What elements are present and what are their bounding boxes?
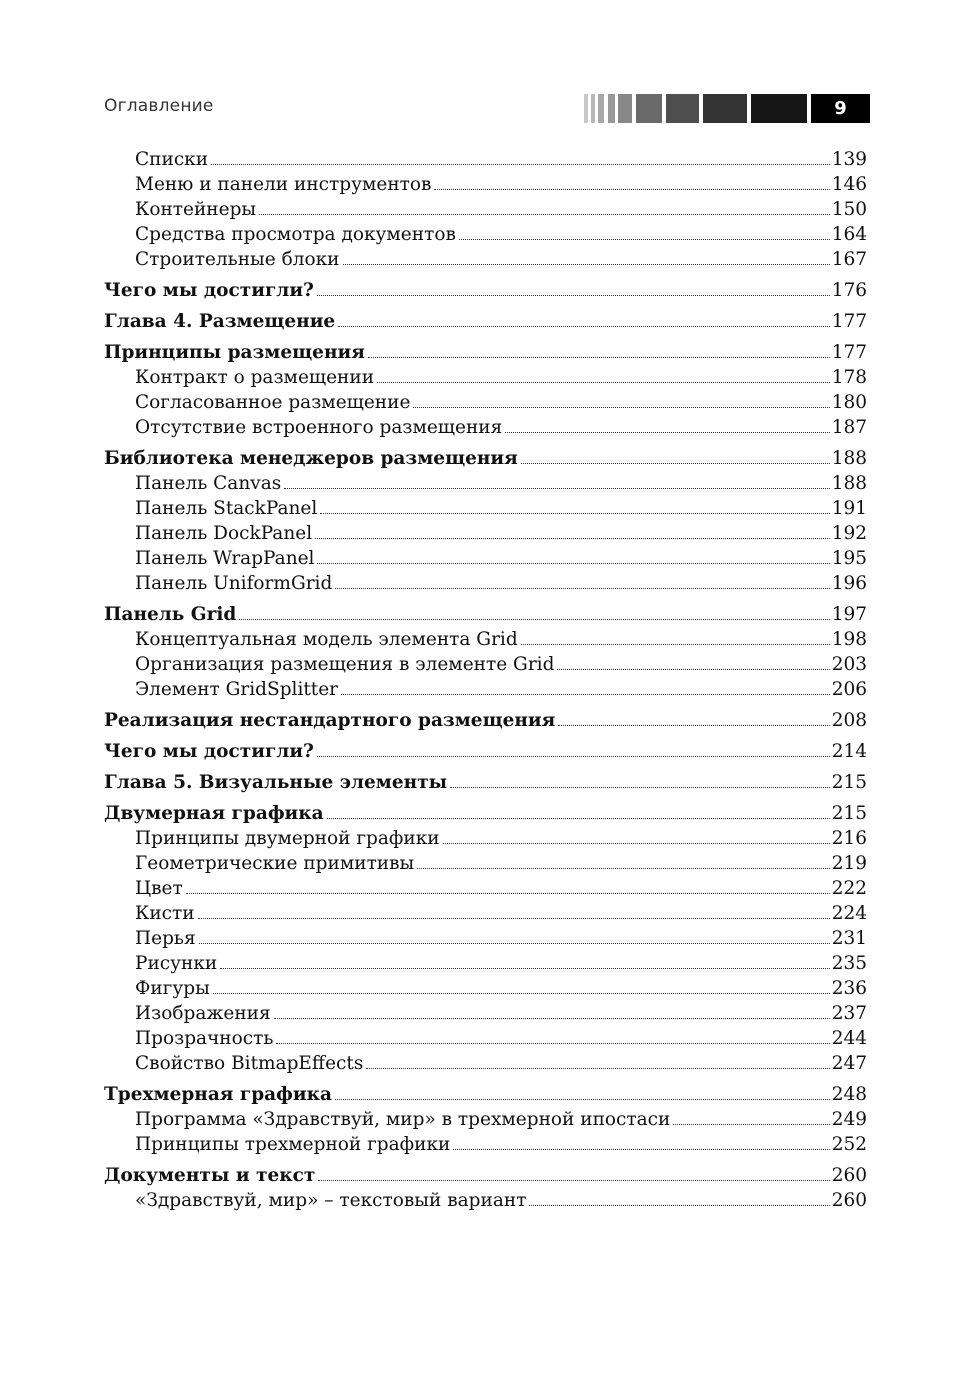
toc-entry-title: Трехмерная графика [104, 1084, 332, 1105]
toc-entry-title: Панель StackPanel [135, 498, 318, 519]
toc-entry-page: 203 [831, 654, 867, 675]
toc-section-entry [104, 602, 867, 627]
toc-entry [104, 222, 867, 247]
toc-leader-dots [366, 1068, 829, 1069]
toc-entry-title: Элемент GridSplitter [135, 679, 339, 700]
toc-entry-page: 195 [831, 548, 867, 569]
toc-entry-page: 146 [831, 174, 867, 195]
toc-entry [104, 1051, 867, 1076]
toc-leader-dots [459, 239, 830, 240]
header-bar-1 [584, 94, 588, 123]
toc-entry-title: Программа «Здравствуй, мир» в трехмерной ипостаси [135, 1109, 671, 1130]
toc-entry [104, 951, 867, 976]
toc-entry-page: 260 [831, 1190, 867, 1211]
toc-leader-dots [434, 189, 829, 190]
toc-entry-page: 177 [831, 311, 867, 332]
toc-leader-dots [186, 893, 830, 894]
toc-entry [104, 415, 867, 440]
toc-entry-title: Фигуры [135, 978, 210, 999]
toc-entry [104, 677, 867, 702]
toc-entry-title: Глава 4. Размещение [104, 311, 336, 332]
toc-entry-title: Свойство BitmapEffects [135, 1053, 364, 1074]
toc-entry-page: 180 [831, 392, 867, 413]
toc-leader-dots [417, 868, 829, 869]
toc-entry [104, 1132, 867, 1157]
toc-entry-title: Реализация нестандартного размещения [104, 710, 556, 731]
toc-entry-page: 249 [831, 1109, 867, 1130]
toc-entry [104, 1188, 867, 1213]
toc-entry-page: 187 [831, 417, 867, 438]
toc-leader-dots [198, 918, 830, 919]
toc-leader-dots [276, 1043, 829, 1044]
header-bar-2 [591, 94, 595, 123]
toc-entry-page: 215 [831, 772, 867, 793]
toc-entry-page: 224 [831, 903, 867, 924]
toc-entry [104, 571, 867, 596]
toc-entry-title: Глава 5. Визуальные элементы [104, 772, 448, 793]
toc-entry-page: 208 [831, 710, 867, 731]
toc-entry [104, 247, 867, 272]
toc-leader-dots [377, 382, 830, 383]
header-bar-6 [636, 94, 662, 123]
toc-leader-dots [213, 993, 830, 994]
toc-entry-page: 178 [831, 367, 867, 388]
toc-leader-dots [335, 588, 829, 589]
toc-entry-page: 222 [831, 878, 867, 899]
toc-entry-page: 139 [831, 149, 867, 170]
header-bar-9 [751, 94, 807, 123]
toc-entry [104, 521, 867, 546]
toc-entry-page: 192 [831, 523, 867, 544]
toc-entry-page: 231 [831, 928, 867, 949]
toc-entry-page: 215 [831, 803, 867, 824]
header-bar-7 [666, 94, 699, 123]
toc-entry [104, 471, 867, 496]
toc-leader-dots [341, 694, 830, 695]
running-header-title: Оглавление [104, 96, 214, 116]
toc-chapter-entry [104, 770, 867, 795]
toc-entry-page: 252 [831, 1134, 867, 1155]
toc-entry-page: 198 [831, 629, 867, 650]
toc-entry-title: Изображения [135, 1003, 271, 1024]
toc-entry-page: 188 [831, 448, 867, 469]
toc-entry [104, 546, 867, 571]
toc-entry-title: Рисунки [135, 953, 218, 974]
toc-leader-dots [521, 463, 830, 464]
toc-entry [104, 390, 867, 415]
toc-leader-dots [673, 1124, 829, 1125]
toc-entry-page: 176 [831, 280, 867, 301]
toc-entry-title: Геометрические примитивы [135, 853, 415, 874]
toc-entry [104, 365, 867, 390]
toc-entry [104, 1026, 867, 1051]
toc-entry [104, 197, 867, 222]
toc-leader-dots [315, 538, 830, 539]
toc-entry [104, 851, 867, 876]
toc-entry-page: 214 [831, 741, 867, 762]
toc-leader-dots [211, 164, 830, 165]
toc-leader-dots [529, 1205, 829, 1206]
toc-entry-title: Панель Grid [104, 604, 237, 625]
toc-section-entry [104, 1163, 867, 1188]
toc-leader-dots [521, 644, 830, 645]
toc-leader-dots [274, 1018, 830, 1019]
toc-entry-title: Меню и панели инструментов [135, 174, 432, 195]
toc-leader-dots [450, 787, 829, 788]
toc-entry-title: Принципы размещения [104, 342, 365, 363]
toc-section-entry [104, 278, 867, 303]
toc-entry-page: 260 [831, 1165, 867, 1186]
toc-leader-dots [199, 943, 830, 944]
toc-section-entry [104, 340, 867, 365]
toc-chapter-entry [104, 309, 867, 334]
toc-leader-dots [413, 407, 829, 408]
toc-entry-page: 248 [831, 1084, 867, 1105]
toc-entry [104, 627, 867, 652]
toc-entry-title: Цвет [135, 878, 183, 899]
toc-leader-dots [327, 818, 830, 819]
toc-entry-page: 236 [831, 978, 867, 999]
toc-section-entry [104, 739, 867, 764]
toc-leader-dots [317, 295, 830, 296]
toc-leader-dots [335, 1099, 830, 1100]
toc-entry [104, 976, 867, 1001]
toc-entry-title: Строительные блоки [135, 249, 340, 270]
toc-entry [104, 496, 867, 521]
toc-entry [104, 652, 867, 677]
toc-leader-dots [505, 432, 829, 433]
toc-leader-dots [317, 563, 829, 564]
toc-section-entry [104, 801, 867, 826]
toc-entry-title: Документы и текст [104, 1165, 316, 1186]
toc-section-entry [104, 1082, 867, 1107]
toc-entry-page: 150 [831, 199, 867, 220]
toc-entry [104, 876, 867, 901]
toc-entry-page: 247 [831, 1053, 867, 1074]
toc-entry-page: 216 [831, 828, 867, 849]
header-bar-decoration [584, 94, 870, 123]
toc-entry-page: 197 [831, 604, 867, 625]
toc-leader-dots [368, 357, 830, 358]
toc-leader-dots [558, 725, 829, 726]
toc-leader-dots [239, 619, 829, 620]
toc-leader-dots [338, 326, 829, 327]
toc-leader-dots [318, 1180, 829, 1181]
toc-entry-page: 196 [831, 573, 867, 594]
toc-entry [104, 172, 867, 197]
toc-entry-title: Принципы двумерной графики [135, 828, 440, 849]
toc-entry [104, 926, 867, 951]
toc-entry-title: Панель UniformGrid [135, 573, 333, 594]
header-bar-8 [703, 94, 747, 123]
toc-entry-title: «Здравствуй, мир» – текстовый вариант [135, 1190, 527, 1211]
toc-entry-title: Панель DockPanel [135, 523, 313, 544]
toc-entry-page: 191 [831, 498, 867, 519]
toc-leader-dots [320, 513, 829, 514]
toc-entry-title: Принципы трехмерной графики [135, 1134, 451, 1155]
toc-entry-title: Контракт о размещении [135, 367, 375, 388]
toc-section-entry [104, 446, 867, 471]
toc-leader-dots [343, 264, 830, 265]
toc-entry-title: Контейнеры [135, 199, 257, 220]
toc-leader-dots [259, 214, 830, 215]
toc-entry [104, 1107, 867, 1132]
toc-entry [104, 901, 867, 926]
table-of-contents [104, 147, 867, 1213]
header-bar-5 [618, 94, 632, 123]
toc-entry [104, 147, 867, 172]
toc-entry-title: Двумерная графика [104, 803, 324, 824]
toc-entry-page: 237 [831, 1003, 867, 1024]
toc-entry-page: 167 [831, 249, 867, 270]
toc-leader-dots [220, 968, 829, 969]
toc-leader-dots [317, 756, 830, 757]
toc-entry-title: Кисти [135, 903, 195, 924]
toc-entry-page: 219 [831, 853, 867, 874]
toc-entry-title: Концептуальная модель элемента Grid [135, 629, 518, 650]
toc-entry-title: Чего мы достигли? [104, 280, 314, 301]
toc-entry-page: 206 [831, 679, 867, 700]
toc-entry-title: Отсутствие встроенного размещения [135, 417, 503, 438]
header-bar-3 [598, 94, 604, 123]
page-number: 9 [811, 94, 870, 123]
toc-entry-page: 235 [831, 953, 867, 974]
toc-entry-title: Прозрачность [135, 1028, 274, 1049]
toc-entry-page: 188 [831, 473, 867, 494]
toc-entry-page: 244 [831, 1028, 867, 1049]
toc-section-entry [104, 708, 867, 733]
toc-entry-title: Панель WrapPanel [135, 548, 315, 569]
toc-entry [104, 1001, 867, 1026]
header-bar-4 [608, 94, 615, 123]
toc-leader-dots [453, 1149, 829, 1150]
toc-entry-title: Организация размещения в элементе Grid [135, 654, 555, 675]
toc-leader-dots [443, 843, 830, 844]
toc-entry-title: Списки [135, 149, 209, 170]
toc-entry-title: Перья [135, 928, 196, 949]
toc-leader-dots [557, 669, 829, 670]
toc-entry-title: Библиотека менеджеров размещения [104, 448, 518, 469]
toc-entry-page: 164 [831, 224, 867, 245]
toc-entry-title: Согласованное размещение [135, 392, 411, 413]
toc-leader-dots [284, 488, 829, 489]
toc-entry-page: 177 [831, 342, 867, 363]
toc-entry-title: Чего мы достигли? [104, 741, 314, 762]
toc-entry [104, 826, 867, 851]
toc-entry-title: Средства просмотра документов [135, 224, 456, 245]
toc-entry-title: Панель Canvas [135, 473, 282, 494]
